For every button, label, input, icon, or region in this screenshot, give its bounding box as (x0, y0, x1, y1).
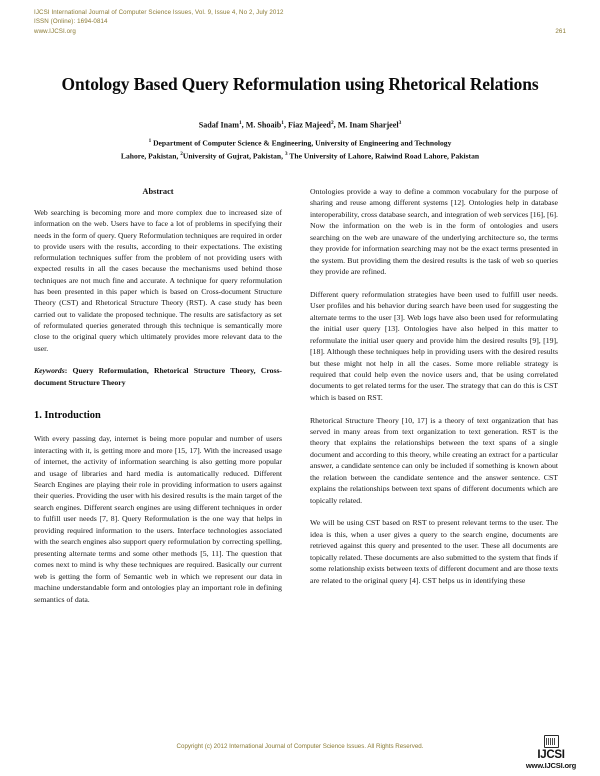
affiliation-line-2 (24, 149, 576, 162)
page-number: 261 (555, 27, 566, 35)
page-title: Ontology Based Query Reformulation using Rhetorical Relations (61, 74, 539, 94)
logo-wordmark: IJCSI (537, 749, 565, 761)
affiliation-text: The University of Lahore, Raiwind Road Lahore, Pakistan (287, 151, 480, 161)
body-paragraph: Ontologies provide a way to define a common vocabulary for the purpose of sharing and reuse among different systems [12]. Ontologies help in database interoperability, cross database search, and integration of web services [16], [6]. Now the information on the web is in the form of ontologies and users searching on the web are unaware of the underlying architecture so, the terms they provide for information searching may not be the exact terms presented in the system. But providing them the desired results is the task of web so queries they provide are refined. (310, 187, 558, 277)
author-name: Sadaf Inam (198, 120, 239, 130)
affiliation-text: University of Gujrat, Pakistan, (182, 151, 285, 161)
body-paragraph: Different query reformulation strategies have been used to fulfill user needs. User profiles and his behavior during search have been used for suggesting the alternate terms to the user [3]. Web logs have also been used for reformulating the initial user query [13]. Ontologies have also helped in this matter to reformulate the initial user query and provide him the desired results [9], [19], [18]. Although these techniques help in providing users with the desired results but these might not help in all the cases. Some more reliable strategy is required that could help even the novice users and, that be using correlated documents to get related terms for the user. The strategy that can do this is CST which is based on RST. (310, 289, 558, 402)
author-name: M. Inam Sharjeel (337, 120, 399, 130)
ijcsi-logo-icon (544, 735, 559, 748)
running-head-website: www.IJCSI.org (34, 27, 76, 35)
keywords (34, 365, 282, 388)
author-name: Fiaz Majeed (288, 120, 331, 130)
introduction-paragraph: With every passing day, internet is being more popular and number of users interacting with it, is getting more and more [15, 17]. With the increased usage of internet, the activity of information searching is also getting more popular and usage of libraries and hard media is automatically reduced. Different Search Engines are playing their role in providing information to users against their queries. Providing the user with his desired results is the main target of the search engines. Different search engines are using different techniques in order to fulfill user needs [7, 8]. Query Reformulation is the one way that helps in providing required information to the users. Interface technologies associated with the search engines also support query reformulation by correcting spelling, presenting alternate terms and some other methods [5, 11]. The question that comes next to mind is why these techniques are required. Basically our current web is getting the form of Semantic web in which we represent our data in machine understandable form and ontologies play an important role in defining semantics of data. (34, 434, 282, 604)
running-head (34, 8, 566, 36)
abstract-text: Web searching is becoming more and more complex due to increased size of information on the web. Users have to face a lot of problems in specifying their needs in the form of query. Query Reformulation techniques are required in order to provide users with the results, according to their expectations. The existing reformulation techniques suffer from the problem of not providing users with expected results in all the cases because the mechanisms used behind those techniques are not much fine and accurate. A technique for query reformulation has been presented in this paper which is based on Cross-document Structure Theory (CST) and Rhetorical Structure Theory (RST). A case study has been carried out to validate the proposed technique. The results are satisfactory as set of reformulated queries generated through this technique is semantically more close to the original query which ultimately provides more relevant data to the user. (34, 208, 282, 353)
affiliation-marker: 1 (148, 138, 152, 144)
copyright-notice: Copyright (c) 2012 International Journal of Computer Science Issues. All Rights Reserved. (176, 743, 424, 750)
affiliation-line-1 (24, 136, 576, 149)
logo-url: www.IJCSI.org (525, 761, 577, 770)
left-column (34, 186, 282, 605)
ijcsi-logo (520, 735, 582, 770)
right-column (310, 186, 558, 586)
keywords-label: Keywords (34, 366, 65, 376)
running-head-issn: ISSN (Online): 1694-0814 (34, 18, 108, 26)
affiliation-text: Department of Computer Science & Engineering, University of Engineering and Technology (151, 138, 452, 148)
body-columns (34, 186, 566, 686)
section-heading-introduction: 1. Introduction (34, 410, 101, 422)
affiliation-marker: 3 (284, 150, 288, 157)
abstract-heading: Abstract (142, 187, 174, 196)
affiliation-block (24, 136, 576, 161)
author-affiliation-marker: 2 (330, 120, 334, 126)
keywords-text: : Query Reformulation, Rhetorical Structure Theory, Cross-document Structure Theory (34, 366, 282, 387)
affiliation-text: Lahore, Pakistan, (120, 151, 181, 161)
affiliation-marker: 2 (180, 150, 183, 157)
running-head-journal: IJCSI International Journal of Computer Science Issues, Vol. 9, Issue 4, No 2, July 2012 (34, 9, 284, 16)
author-list: Sadaf Inam$^1$, M. Shoaib$^1$, Fiaz Majeed$^2$, M. Inam Sharjeel$^3$ (198, 120, 402, 130)
author-name: M. Shoaib (245, 120, 282, 130)
author-affiliation-marker: 3 (398, 120, 402, 126)
body-paragraph: Rhetorical Structure Theory [10, 17] is a theory of text organization that has served in many areas from text organization to text generation. RST is the theory that explains the relationships between the text spans of a single document and according to this theory, while creating an extract for a particular answer, a candidate sentence can only be included if something is known about the relation between the candidate sentence and the answer sentence. CST explains the relationships between text spans of different documents which are topically related. (310, 415, 558, 505)
body-paragraph: We will be using CST based on RST to present relevant terms to the user. The idea is this, when a user gives a query to the search engine, documents are retrieved against this query and presented to the user. These all documents are topically related. These documents are also submitted to the system that finds if some relationship exists between texts of different document and are those texts are related to the original query [4]. CST helps us in identifying these (310, 518, 558, 585)
author-affiliation-marker: 1 (281, 120, 284, 126)
author-affiliation-marker: 1 (238, 120, 242, 126)
